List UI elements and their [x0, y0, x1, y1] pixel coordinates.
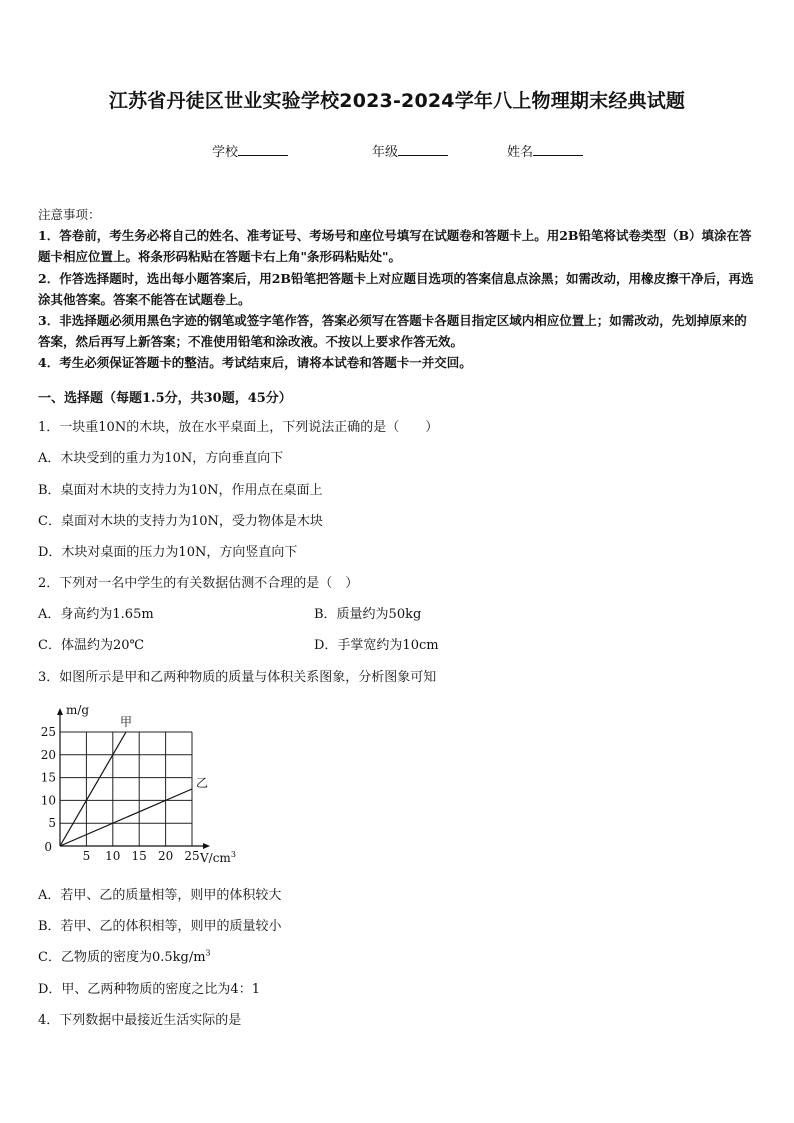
y-axis-arrow	[57, 708, 63, 715]
q3-option-c	[38, 946, 211, 965]
q3-option-c-text: C．乙物质的密度为0.5kg/m	[38, 950, 206, 965]
x-tick-label: 10	[105, 849, 121, 863]
q2-option-c: C．体温约为20℃	[38, 638, 145, 653]
grade-label: 年级	[372, 145, 399, 160]
exam-title: 江苏省丹徒区世业实验学校2023-2024学年八上物理期末经典试题	[108, 90, 686, 112]
notes-block	[38, 204, 758, 374]
q3-option-b: B．若甲、乙的体积相等，则甲的质量较小	[38, 919, 282, 934]
name-label: 姓名	[507, 145, 534, 160]
q1-option-a: A．木块受到的重力为10N，方向垂直向下	[38, 451, 284, 466]
series-line-1	[60, 732, 126, 846]
grade-field	[372, 141, 448, 160]
q1-option-d: D．木块对桌面的压力为10N，方向竖直向下	[38, 545, 298, 560]
q1-stem: 1．一块重10N的木块，放在水平桌面上，下列说法正确的是（ ）	[38, 420, 439, 435]
x-axis-label-sup: 3	[230, 850, 236, 859]
q2-option-b: B．质量约为50kg	[314, 607, 422, 622]
x-tick-label: 20	[157, 849, 174, 863]
x-tick-label: 15	[131, 849, 147, 863]
series-label-2: 乙	[196, 776, 209, 790]
series-line-2	[60, 789, 192, 846]
q2-option-a: A．身高约为1.65m	[38, 607, 154, 622]
school-field	[212, 141, 288, 160]
school-label: 学校	[212, 145, 239, 160]
y-tick-label: 25	[40, 725, 56, 739]
series-label-1: 甲	[120, 715, 133, 729]
mass-volume-chart-svg	[32, 700, 252, 870]
note-item-4: 4．考生必须保证答题卡的整洁。考试结束后，请将本试卷和答题卡一并交回。	[38, 355, 472, 371]
name-blank	[533, 141, 583, 156]
name-field	[507, 141, 583, 160]
note-item-1: 1．答卷前，考生务必将自己的姓名、准考证号、考场号和座位号填写在试题卷和答题卡上。用2B铅笔将试卷类型（B）填涂在答题卡相应位置上。将条形码粘贴在答题卡右上角"条形码粘贴处"。	[38, 228, 752, 265]
mass-volume-chart	[32, 700, 252, 870]
section-heading: 一、选择题（每题1.5分，共30题，45分）	[38, 391, 292, 406]
school-blank	[238, 141, 288, 156]
q1-option-b: B．桌面对木块的支持力为10N，作用点在桌面上	[38, 483, 323, 498]
x-axis-label: $V/cm^3$	[200, 850, 236, 865]
q2-stem: 2．下列对一名中学生的有关数据估测不合理的是（ ）	[38, 576, 359, 591]
q2-option-d: D．手掌宽约为10cm	[314, 638, 439, 653]
x-tick-label: 5	[82, 849, 91, 863]
x-axis-arrow	[203, 843, 210, 849]
q1-option-c: C．桌面对木块的支持力为10N，受力物体是木块	[38, 514, 323, 529]
q3-option-c-sup: 3	[205, 948, 211, 958]
y-tick-label: 20	[40, 747, 56, 762]
grade-blank	[398, 141, 448, 156]
origin-label: 0	[44, 840, 52, 854]
q3-option-a: A．若甲、乙的质量相等，则甲的体积较大	[38, 888, 282, 903]
q4-stem: 4．下列数据中最接近生活实际的是	[38, 1013, 242, 1028]
q3-option-d: D．甲、乙两种物质的密度之比为4：1	[38, 982, 260, 997]
q3-stem: 3．如图所示是甲和乙两种物质的质量与体积关系图象，分析图象可知	[38, 670, 437, 685]
student-info-row	[0, 141, 794, 161]
note-item-2: 2．作答选择题时，选出每小题答案后，用2B铅笔把答题卡上对应题目选项的答案信息点涂黑；如需改动，用橡皮擦干净后，再选涂其他答案。答案不能答在试题卷上。	[38, 270, 754, 307]
y-axis-label: m/g	[66, 703, 90, 717]
notes-heading: 注意事项：	[38, 207, 101, 222]
y-tick-label: 5	[48, 816, 56, 831]
note-item-3: 3．非选择题必须用黑色字迹的钢笔或签字笔作答，答案必须写在答题卡各题目指定区域内相应位置上；如需改动，先划掉原来的答案，然后再写上新答案；不准使用铅笔和涂改液。不按以上要求作答无效。	[38, 313, 747, 350]
y-tick-label: 10	[40, 793, 56, 808]
x-tick-label: 25	[184, 849, 200, 863]
y-tick-label: 15	[40, 770, 56, 785]
